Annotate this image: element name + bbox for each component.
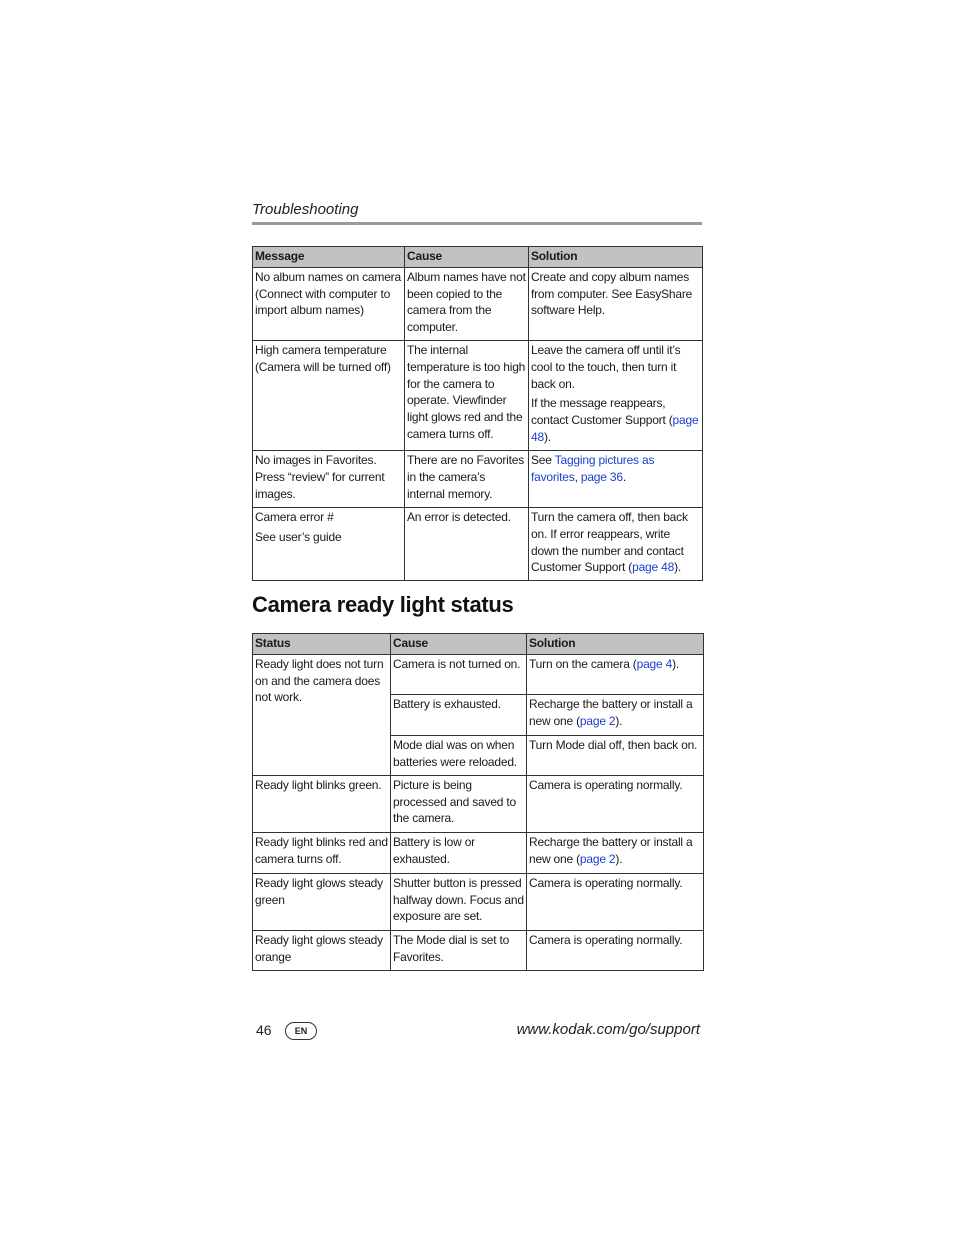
cause-cell: Mode dial was on when batteries were reloaded. (391, 735, 527, 775)
solution-text: Turn on the camera ( (529, 656, 637, 671)
table-row (253, 654, 704, 694)
solution-text: Leave the camera off until it’s cool to the touch, then turn it back on. (531, 342, 681, 391)
message-cell: No album names on camera (Connect with computer to import album names) (253, 267, 405, 340)
message-cell (253, 507, 405, 580)
solution-text: . (622, 469, 626, 484)
solution-cell: Camera is operating normally. (527, 775, 704, 832)
solution-text: , (574, 469, 581, 484)
solution-text: Recharge the battery or install a new one ( (529, 834, 693, 866)
message-text: Camera error # (255, 509, 334, 524)
status-cell: Ready light does not turn on and the camera does not work. (253, 654, 391, 775)
cause-cell: There are no Favorites in the camera’s internal memory. (405, 450, 529, 507)
solution-cell (529, 507, 703, 580)
cause-cell: Shutter button is pressed halfway down. Focus and exposure are set. (391, 873, 527, 930)
column-header-cause: Cause (405, 247, 529, 268)
solution-text: ). (615, 713, 623, 728)
solution-cell (527, 654, 704, 694)
cause-cell: Picture is being processed and saved to the camera. (391, 775, 527, 832)
solution-text: See (531, 452, 555, 467)
column-header-message: Message (253, 247, 405, 268)
table-header-row (253, 634, 704, 655)
solution-text: ). (543, 429, 551, 444)
status-cell: Ready light glows steady orange (253, 930, 391, 970)
cause-cell: Album names have not been copied to the camera from the computer. (405, 267, 529, 340)
column-header-solution: Solution (529, 247, 703, 268)
page-link[interactable]: page 2 (579, 713, 616, 728)
page-link[interactable]: page 48 (531, 413, 699, 444)
header-rule (252, 222, 702, 225)
solution-text: Recharge the battery or install a new one ( (529, 696, 693, 728)
cause-cell: Camera is not turned on. (391, 654, 527, 694)
cause-cell: The Mode dial is set to Favorites. (391, 930, 527, 970)
status-cell: Ready light blinks green. (253, 775, 391, 832)
page-link[interactable]: page 4 (636, 656, 673, 671)
message-cell: High camera temperature (Camera will be turned off) (253, 340, 405, 450)
solution-followup (531, 395, 700, 445)
column-header-solution: Solution (527, 634, 704, 655)
page-link[interactable]: page 36 (580, 469, 623, 484)
language-badge: EN (285, 1022, 317, 1040)
solution-cell (527, 694, 704, 735)
page-link[interactable]: page 2 (579, 851, 616, 866)
message-table (252, 246, 703, 581)
status-cell: Ready light glows steady green (253, 873, 391, 930)
table-row (253, 775, 704, 832)
solution-cell: Turn Mode dial off, then back on. (527, 735, 704, 775)
message-cell: No images in Favorites. Press “review” for current images. (253, 450, 405, 507)
solution-text: If the message reappears, contact Customer Support ( (531, 396, 673, 428)
solution-cell (529, 450, 703, 507)
section-heading: Camera ready light status (252, 592, 514, 617)
topic-link[interactable]: Tagging pictures as favorites (531, 452, 655, 484)
table-row (253, 873, 704, 930)
cause-cell: The internal temperature is too high for the camera to operate. Viewfinder light glows red and the camera turns off. (405, 340, 529, 450)
status-cell: Ready light blinks red and camera turns off. (253, 832, 391, 873)
solution-text: ). (672, 656, 680, 671)
page-number: 46 (256, 1022, 272, 1038)
column-header-cause: Cause (391, 634, 527, 655)
page-link[interactable]: page 48 (632, 560, 675, 575)
cause-cell: An error is detected. (405, 507, 529, 580)
message-text: See user’s guide (255, 529, 342, 544)
running-header: Troubleshooting (252, 201, 359, 218)
cause-cell: Battery is exhausted. (391, 694, 527, 735)
table-header-row (253, 247, 703, 268)
solution-cell: Camera is operating normally. (527, 873, 704, 930)
solution-text: Turn the camera off, then back on. If error reappears, write down the number and contact Customer Support ( (531, 509, 688, 575)
solution-cell (529, 340, 703, 450)
solution-text: ). (674, 560, 682, 575)
support-url[interactable]: www.kodak.com/go/support (516, 1021, 700, 1038)
table-row (253, 340, 703, 450)
solution-cell (527, 832, 704, 873)
table-row (253, 507, 703, 580)
table-row (253, 930, 704, 970)
table-row (253, 450, 703, 507)
column-header-status: Status (253, 634, 391, 655)
table-row (253, 832, 704, 873)
solution-text: ). (615, 851, 623, 866)
solution-cell: Camera is operating normally. (527, 930, 704, 970)
ready-light-table (252, 633, 704, 971)
cause-cell: Battery is low or exhausted. (391, 832, 527, 873)
table-row (253, 267, 703, 340)
solution-cell: Create and copy album names from computer. See EasyShare software Help. (529, 267, 703, 340)
